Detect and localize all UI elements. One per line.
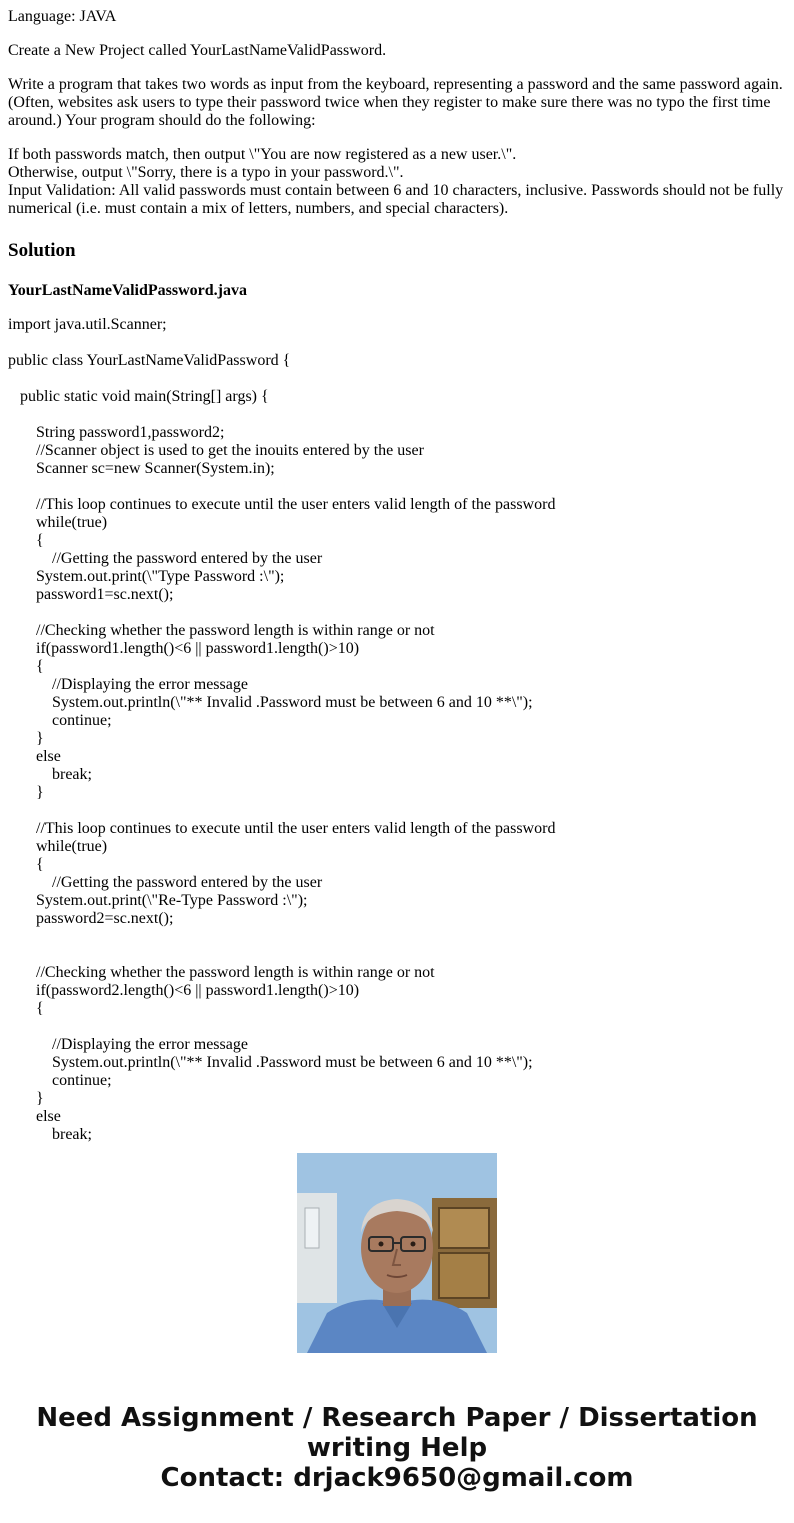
code-line: System.out.println(\"** Invalid .Password must be between 6 and 10 **\"); [8, 694, 533, 711]
code-line: break; [8, 1126, 92, 1143]
code-line: } [8, 730, 44, 747]
code-line: continue; [8, 712, 112, 729]
code-line: //This loop continues to execute until the user enters valid length of the password [8, 496, 556, 513]
code-line: else [8, 1108, 61, 1125]
code-line: //This loop continues to execute until the user enters valid length of the password [8, 820, 556, 837]
question-requirements: If both passwords match, then output \"You are now registered as a new user.\". Otherwise, output \"Sorry, there is a typo in your password.\". Input Validation: All valid passwords must contain between 6 and 10 characters, inclusive. Passwords should not be fully numerical (i.e. must contain a mix of letters, numbers, and special characters). [8, 146, 784, 217]
project-line: Create a New Project called YourLastNameValidPassword. [8, 42, 387, 59]
code-line: { [8, 532, 44, 549]
code-line [8, 1018, 786, 1036]
code-line: //Scanner object is used to get the inouits entered by the user [8, 442, 424, 459]
code-line: if(password2.length()<6 || password1.length()>10) [8, 982, 360, 999]
code-line: while(true) [8, 838, 108, 855]
code-line [8, 604, 786, 622]
file-name-heading: YourLastNameValidPassword.java [8, 282, 247, 299]
code-line [8, 334, 786, 352]
language-line: Language: JAVA [8, 8, 117, 25]
code-line: { [8, 658, 44, 675]
code-line: //Getting the password entered by the user [8, 874, 323, 891]
code-listing [8, 316, 786, 1144]
code-line: System.out.print(\"Type Password :\"); [8, 568, 285, 585]
code-line: public class YourLastNameValidPassword { [8, 352, 291, 369]
footer-line-1: Need Assignment / Research Paper / Dissertation [36, 1403, 758, 1433]
footer-contact-line: Contact: drjack9650@gmail.com [160, 1463, 634, 1493]
contact-footer [0, 1403, 794, 1493]
code-line: import java.util.Scanner; [8, 316, 167, 333]
question-description: Write a program that takes two words as input from the keyboard, representing a password and the same password again. (Often, websites ask users to type their password twice when they register to make sure there was no typo the first time around.) Your program should do the following: [8, 76, 787, 129]
code-line: //Checking whether the password length is within range or not [8, 622, 435, 639]
code-line: } [8, 1090, 44, 1107]
code-line [8, 946, 786, 964]
code-line: //Getting the password entered by the user [8, 550, 323, 567]
code-line: break; [8, 766, 92, 783]
code-line: { [8, 1000, 44, 1017]
code-line [8, 406, 786, 424]
code-line: //Displaying the error message [8, 1036, 248, 1053]
code-line: if(password1.length()<6 || password1.length()>10) [8, 640, 360, 657]
code-line: //Checking whether the password length is within range or not [8, 964, 435, 981]
code-line: System.out.print(\"Re-Type Password :\"); [8, 892, 308, 909]
code-line: else [8, 748, 61, 765]
code-line [8, 928, 786, 946]
code-line: continue; [8, 1072, 112, 1089]
code-line: //Displaying the error message [8, 676, 248, 693]
code-line [8, 478, 786, 496]
code-line: password2=sc.next(); [8, 910, 174, 927]
solution-heading: Solution [8, 240, 76, 261]
tutor-portrait-icon [297, 1153, 497, 1353]
code-line: String password1,password2; [8, 424, 225, 441]
code-line: Scanner sc=new Scanner(System.in); [8, 460, 275, 477]
code-line: { [8, 856, 44, 873]
code-line: System.out.println(\"** Invalid .Password must be between 6 and 10 **\"); [8, 1054, 533, 1071]
document-content [8, 8, 787, 1143]
avatar-illustration [297, 1153, 497, 1353]
code-line: } [8, 784, 44, 801]
code-line: while(true) [8, 514, 108, 531]
footer-line-2: writing Help [306, 1433, 488, 1463]
code-line [8, 802, 786, 820]
code-line [8, 370, 786, 388]
code-line: password1=sc.next(); [8, 586, 174, 603]
code-line: public static void main(String[] args) { [8, 388, 269, 405]
